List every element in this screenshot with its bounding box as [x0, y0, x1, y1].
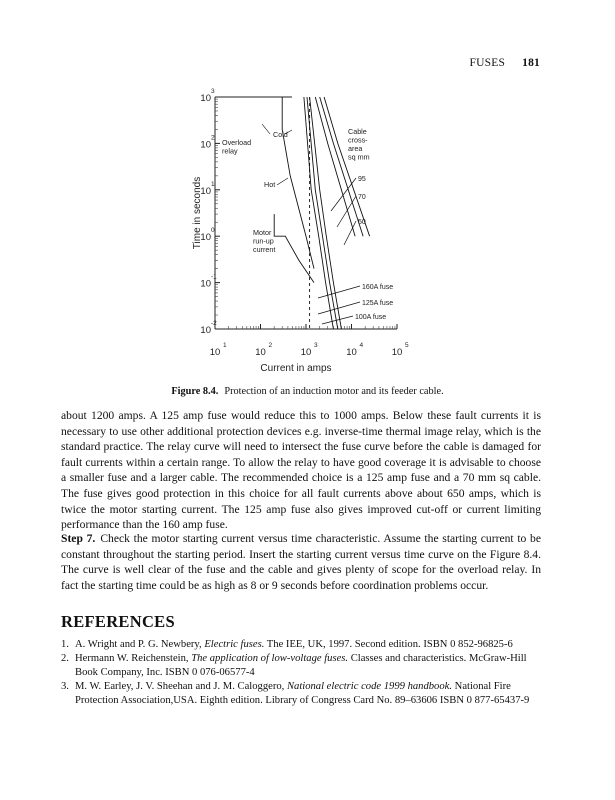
annotation-cable-area: cross-	[348, 135, 368, 145]
y-tick-label: 10	[200, 278, 211, 290]
leader-line	[318, 286, 360, 298]
y-axis-title: Time in seconds	[192, 176, 203, 250]
y-tick-exponent: 3	[211, 88, 215, 95]
leader-line	[337, 196, 356, 227]
annotation-motor-run-up: current	[253, 245, 276, 254]
annotation-cable-area: area	[348, 144, 363, 153]
reference-details: Classes and characteristics. McGraw-Hill Book Company, Inc. ISBN 0 076-06577-4	[75, 653, 527, 678]
x-tick-exponent: 3	[314, 342, 318, 349]
annotation-overload-relay: Overload	[222, 138, 252, 147]
leader-line	[322, 316, 353, 324]
curve-cable-95-sq-mm	[324, 97, 370, 236]
series-label: 125A fuse	[362, 300, 394, 307]
series-label: 100A fuse	[355, 314, 387, 321]
figure-8-4-chart	[0, 0, 615, 380]
annotation-cable-area: sq mm	[348, 152, 370, 162]
annotation-cold: Cold	[273, 130, 288, 139]
x-tick-label: 10	[255, 347, 266, 358]
y-tick-exponent: -2	[211, 320, 217, 327]
x-tick-exponent: 5	[405, 342, 409, 349]
reference-item	[61, 652, 541, 680]
paragraph-step-7	[61, 531, 541, 593]
page-number: 181	[522, 57, 540, 69]
curve-cable-70-sq-mm	[320, 97, 363, 236]
curve-160a-fuse	[310, 97, 342, 329]
y-tick-label: 10	[200, 185, 211, 197]
reference-item	[61, 680, 541, 708]
reference-number: 3.	[61, 681, 69, 692]
x-tick-label: 10	[346, 347, 357, 358]
reference-title: The application of low-voltage fuses.	[191, 653, 349, 664]
leader-line	[331, 178, 356, 211]
reference-title: Electric fuses.	[204, 639, 265, 650]
series-label: 95	[358, 176, 366, 183]
reference-details: The IEE, UK, 1997. Second edition. ISBN 0 852-96825-6	[264, 639, 513, 650]
x-tick-label: 10	[209, 347, 221, 358]
curve-overload-relay-hot-	[274, 214, 314, 283]
series-label: 70	[358, 194, 366, 201]
reference-authors: Hermann W. Reichenstein,	[75, 653, 192, 664]
x-tick-exponent: 2	[268, 342, 273, 349]
paragraph-1: about 1200 amps. A 125 amp fuse would reduce this to 1000 amps. Below these fault currents it is necessary to use other additional protection devices e.g. inverse-time thermal image relay, which is the standard practice. The relay curve will need to intersect the fuse curve before the cable is damaged for fault currents within a certain range. To allow the relay to have good coverage it is advisable to choose a smaller fuse and a larger cable. The recommended choice is a 125 amp fuse and a 70 mm sq cable. The fuse gives good protection in this choice for all fault currents above about 650 amps, which is twice the motor starting current. The 125 amp fuse also gives improved cut-off or current limiting performance than the 160 amp fuse.	[61, 409, 541, 532]
curve-125a-fuse	[307, 97, 338, 329]
figure-caption	[0, 386, 615, 397]
y-tick-exponent: 2	[211, 134, 215, 142]
annotation-hot: Hot	[264, 180, 276, 189]
reference-number: 1.	[61, 639, 69, 650]
reference-item	[61, 638, 541, 652]
x-tick-label: 10	[391, 347, 403, 358]
series-label: 50	[358, 219, 366, 226]
annotation-cable-area: Cable	[348, 127, 367, 136]
curve-cable-50-sq-mm	[315, 97, 355, 236]
x-tick-exponent: 4	[359, 342, 364, 349]
chart-annotations	[222, 124, 393, 324]
chart-axes	[192, 88, 409, 374]
figure-caption-text: Protection of an induction motor and its feeder cable.	[224, 386, 444, 397]
reference-title: National electric code 1999 handbook.	[286, 681, 453, 692]
reference-authors: M. W. Earley, J. V. Sheehan and J. M. Caloggero,	[75, 681, 287, 692]
y-tick-label: 10	[200, 93, 211, 104]
leader-line	[277, 178, 288, 185]
y-tick-exponent: 0	[211, 227, 215, 235]
running-title: FUSES	[469, 57, 506, 69]
x-tick-exponent: 1	[223, 342, 227, 349]
y-tick-exponent: 1	[211, 180, 215, 188]
reference-details: National Fire Protection Association,USA. Eighth edition. Library of Congress Card No. 89–63606 ISBN 0 877-65437-9	[75, 681, 530, 706]
y-tick-label: 10	[200, 232, 211, 244]
x-axis-title: Current in amps	[260, 363, 332, 374]
y-tick-label: 10	[200, 139, 211, 151]
figure-label: Figure 8.4.	[171, 386, 219, 397]
step-label: Step 7.	[61, 532, 96, 545]
leader-line	[318, 302, 360, 314]
step-text: Check the motor starting current versus time characteristic. Assume the starting current to be constant throughout the starting period. Insert the starting current versus time curve on the Figure 8.4. The curve is well clear of the fuse and the cable and gives plenty of scope for the overload relay. In fact the starting time could be as high as 8 or 9 seconds before coordination problems occur.	[61, 532, 541, 592]
reference-number: 2.	[61, 653, 69, 664]
annotation-overload-relay: relay	[222, 146, 238, 156]
y-tick-exponent: -1	[211, 273, 217, 281]
series-label: 160A fuse	[362, 284, 394, 291]
x-tick-label: 10	[300, 347, 312, 358]
y-tick-label: 10	[200, 325, 211, 336]
annotation-motor-run-up: run-up	[253, 236, 274, 246]
references-heading: REFERENCES	[61, 612, 175, 631]
leader-line	[262, 124, 270, 134]
references-list	[61, 638, 541, 708]
reference-authors: A. Wright and P. G. Newbery,	[75, 639, 205, 650]
annotation-motor-run-up: Motor	[253, 228, 272, 237]
